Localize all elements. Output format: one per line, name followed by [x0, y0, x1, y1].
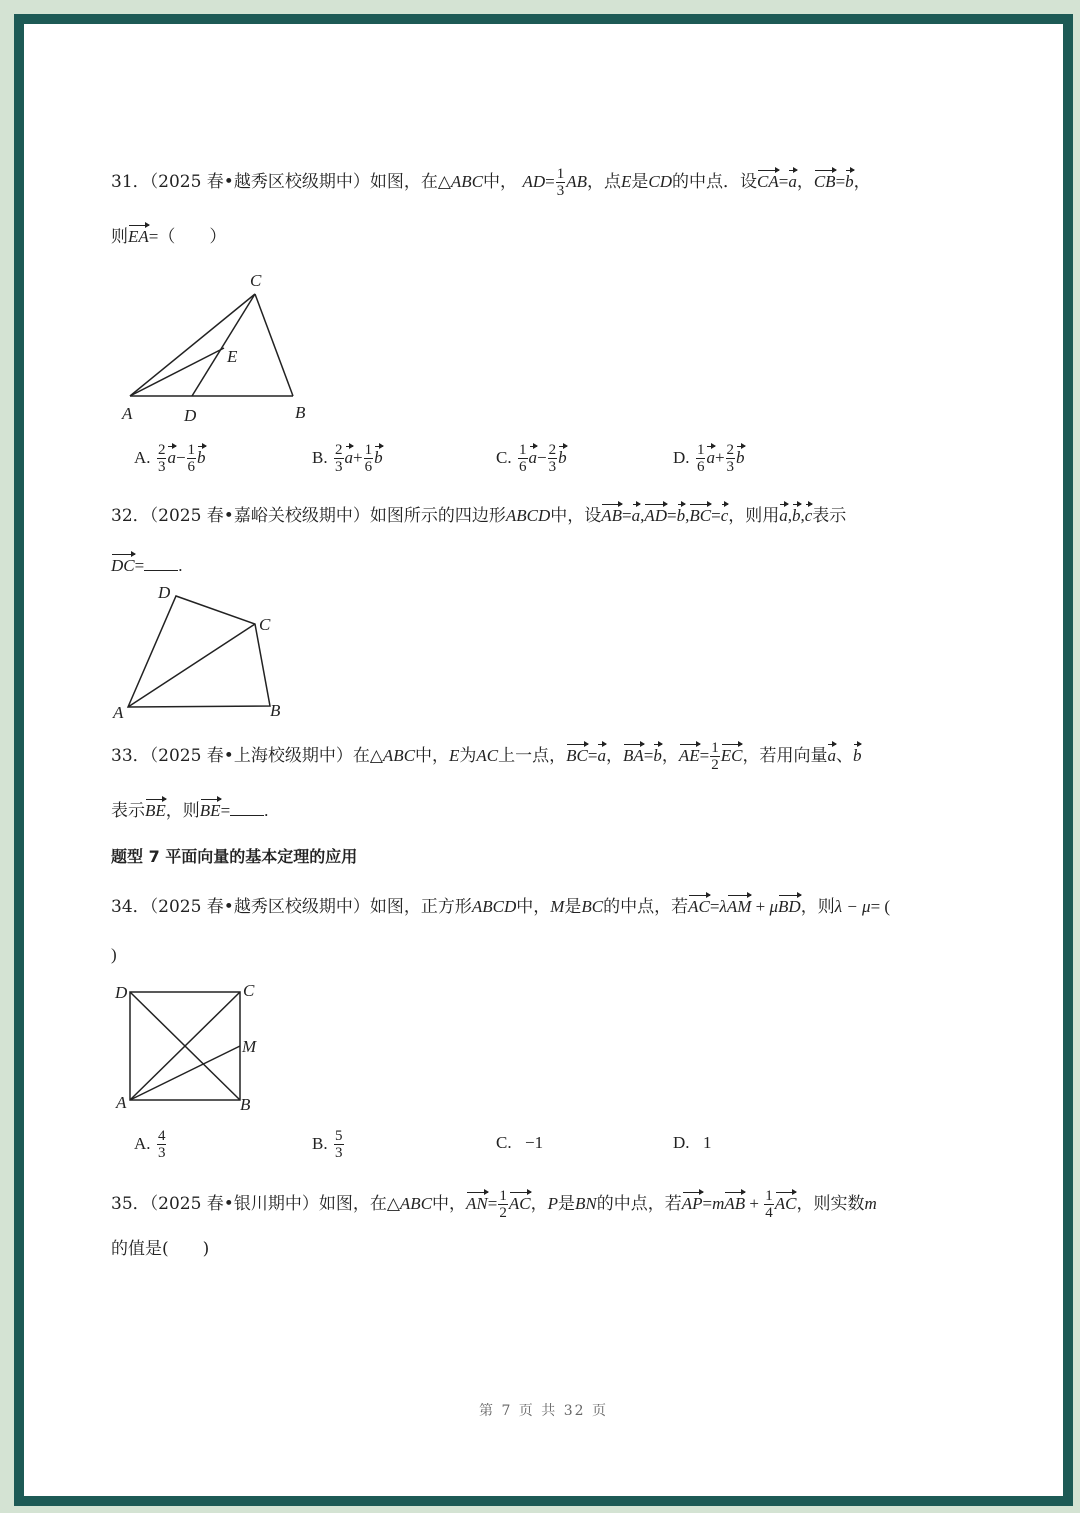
vector-ap: AP: [681, 1194, 703, 1213]
option-label: A.: [134, 448, 151, 467]
label-b: B: [240, 1095, 251, 1114]
q32-text: 中，设: [550, 506, 602, 526]
frac-num: 2: [335, 442, 343, 458]
option-label: B.: [312, 448, 328, 467]
q34-square-figure: [104, 974, 304, 1114]
coef-2: [548, 442, 558, 475]
frac-den: 6: [696, 459, 705, 475]
q33-fraction-one-half: [710, 740, 720, 773]
q33-number: 33．: [111, 746, 150, 766]
line-ac: [130, 294, 255, 396]
label-a: A: [122, 404, 133, 423]
frac-num: 1: [696, 442, 705, 458]
q35-fraction-one-half: [498, 1188, 508, 1221]
q31-cd: CD: [648, 172, 672, 191]
equals: =: [545, 172, 555, 191]
line-cb: [255, 294, 293, 396]
option-value: 1: [702, 1133, 712, 1152]
option-value: −1: [525, 1133, 544, 1152]
label-m: M: [242, 1037, 257, 1056]
answer-blank[interactable]: [230, 801, 264, 816]
q32-text: 表示: [812, 506, 847, 526]
q34-option-a[interactable]: [134, 1128, 167, 1161]
triangle-symbol: △: [369, 746, 383, 765]
q33-text: ，若用向量: [742, 746, 828, 766]
vector-a: a: [528, 448, 537, 467]
q35-text: ，则实数: [796, 1194, 865, 1214]
q34-text: 如图，正方形: [369, 897, 472, 917]
vector-b: b: [653, 746, 662, 765]
coef-1: [334, 442, 344, 475]
vector-b: b: [676, 506, 686, 525]
q31-text: 的中点．设: [672, 172, 757, 192]
vector-ca: CA: [757, 172, 779, 191]
q33-line2: 表示BE，则BE= .: [111, 801, 269, 821]
vector-a: a: [344, 448, 353, 467]
equals: =: [220, 801, 231, 820]
q31-e: E: [620, 172, 632, 191]
q31-text: 则: [111, 227, 128, 247]
q33-text: ，则: [165, 801, 200, 821]
operator: −: [175, 448, 186, 467]
q35-abc: ABC: [399, 1194, 433, 1213]
q31-ab: AB: [566, 172, 587, 191]
frac-num: 1: [556, 166, 565, 182]
option-label: D.: [673, 448, 690, 467]
q31-line2: [111, 226, 226, 248]
q35-m: m: [712, 1194, 725, 1213]
label-d: D: [184, 406, 197, 424]
q31-option-c[interactable]: [496, 442, 567, 475]
triangle-symbol: △: [386, 1194, 400, 1213]
q32-text: 如图所示的四边形: [369, 506, 506, 526]
label-a: A: [113, 703, 124, 722]
option-label: D.: [673, 1133, 690, 1152]
equals: =: [711, 506, 721, 525]
q34-bc: BC: [581, 897, 604, 916]
q35-paren: ( ): [162, 1239, 210, 1259]
page-footer: 第 7 页 共 32 页: [479, 1403, 608, 1419]
q34-option-b[interactable]: [312, 1128, 345, 1161]
q32-source: （2025 春•嘉峪关校级期中）: [149, 506, 370, 526]
page-frame: [14, 14, 1073, 1506]
q35-text: 是: [557, 1194, 575, 1214]
q31-text: 中，: [483, 172, 518, 192]
q33-text: 中，: [415, 746, 450, 766]
q34-text: 的中点，若: [603, 897, 689, 917]
q34-text: 是: [564, 897, 582, 917]
q32-abcd: ABCD: [505, 506, 551, 525]
vector-cb: CB: [813, 172, 836, 191]
q34-option-c[interactable]: [496, 1132, 543, 1154]
q33-text: 在: [352, 746, 370, 766]
q35-line2: [111, 1238, 209, 1260]
equals: =: [587, 746, 598, 765]
lambda: λ: [719, 897, 727, 916]
frac-num: 1: [499, 1188, 507, 1204]
comma: ，: [605, 746, 623, 766]
frac-den: 3: [556, 183, 565, 199]
frac-den: 3: [548, 459, 557, 475]
option-label: C.: [496, 1133, 512, 1152]
q35-text: 如图，在: [318, 1194, 387, 1214]
operator: +: [353, 448, 363, 467]
label-d: D: [115, 983, 128, 1002]
q35-line1: 35．（2025 春•银川期中）如图，在△ABC中，AN= $\frac{1}{2}$ AC，P是BN的中点，若AP=mAB + $\frac{1}{4}$ AC，则实数m: [111, 1188, 877, 1221]
label-c: C: [259, 615, 271, 634]
coef-1: [157, 442, 167, 475]
operator: −: [537, 448, 547, 467]
frac-den: 2: [499, 1205, 507, 1221]
equals: =: [148, 227, 159, 246]
equals: =: [835, 172, 846, 191]
lambda-minus-mu: λ − μ: [834, 897, 871, 916]
q34-text: = (: [870, 897, 891, 916]
vector-ae: AE: [678, 746, 700, 765]
q32-number: 32．: [111, 506, 150, 526]
q35-bn: BN: [574, 1194, 597, 1213]
frac-num: 1: [364, 442, 373, 458]
frac-den: 3: [726, 459, 735, 475]
comma: ，: [661, 746, 679, 766]
equals: =: [699, 746, 710, 765]
answer-blank[interactable]: [144, 556, 178, 571]
vector-a: a: [706, 448, 715, 467]
frac-den: 6: [364, 459, 373, 475]
frac-num: 2: [726, 442, 735, 458]
q31-source: （2025 春•越秀区校级期中）: [149, 172, 370, 192]
vector-c: c: [720, 506, 729, 525]
q32-line1: 32．（2025 春•嘉峪关校级期中）如图所示的四边形ABCD中，设AB=a,AD=b,BC=c，则用a,b,c表示: [111, 506, 847, 526]
vector-a: a: [827, 746, 836, 765]
q32-line2: DC= .: [111, 556, 183, 575]
vector-b: b: [558, 448, 567, 467]
q33-text: 为: [459, 746, 477, 766]
vector-bc: BC: [689, 506, 712, 525]
q31-option-a[interactable]: [134, 442, 206, 475]
q31-option-b[interactable]: [312, 442, 383, 475]
q34-abcd: ABCD: [471, 897, 517, 916]
vector-ab: AB: [724, 1194, 746, 1213]
vector-ea: EA: [128, 227, 149, 246]
vector-bd: BD: [778, 897, 801, 916]
line-ae: [130, 348, 224, 396]
q31-line1: [111, 166, 871, 199]
q35-m: m: [864, 1194, 877, 1213]
q31-number: 31．: [111, 172, 150, 192]
vector-an: AN: [466, 1194, 488, 1213]
operator: +: [714, 448, 725, 467]
q33-text: 表示: [111, 801, 145, 821]
quad-abcd: [128, 596, 270, 707]
vector-a: a: [597, 746, 606, 765]
q33-ac: AC: [476, 746, 499, 765]
frac-den: 3: [157, 459, 166, 475]
q33-e: E: [449, 746, 460, 765]
vector-dc: DC: [111, 556, 135, 575]
equals: =: [487, 1194, 498, 1213]
q34-option-d[interactable]: [673, 1132, 711, 1154]
q35-text: 的值是: [111, 1239, 162, 1259]
vector-c: c: [804, 506, 813, 525]
label-b: B: [295, 403, 306, 422]
close-paren: ): [111, 945, 117, 964]
vector-ad: AD: [644, 506, 668, 525]
equals: =: [622, 506, 632, 525]
vector-am: AM: [726, 897, 752, 916]
q33-source: （2025 春•上海校级期中）: [149, 746, 353, 766]
frac-num: 1: [765, 1188, 773, 1204]
equals: =: [778, 172, 789, 191]
q31-fraction-one-third: [556, 166, 566, 199]
vector-a: a: [631, 506, 641, 525]
frac-den: 3: [157, 1145, 166, 1161]
coef-2: [187, 442, 197, 475]
equals: =: [134, 556, 145, 575]
coef-2: [364, 442, 374, 475]
coef-2: [726, 442, 736, 475]
frac-den: 3: [335, 1145, 343, 1161]
vector-b: b: [792, 506, 801, 525]
vector-a: a: [788, 172, 797, 191]
q34-line2: [111, 944, 117, 966]
q35-fraction-one-quarter: [764, 1188, 774, 1221]
option-label: C.: [496, 448, 512, 467]
frac-num: 2: [157, 442, 166, 458]
frac-num: 5: [335, 1128, 343, 1144]
frac-den: 3: [335, 459, 343, 475]
label-b: B: [270, 701, 281, 720]
q34-source: （2025 春•越秀区校级期中）: [149, 897, 370, 917]
vector-a: a: [167, 448, 176, 467]
vector-ba: BA: [622, 746, 644, 765]
q31-text: 是: [631, 172, 649, 192]
vector-ac: AC: [688, 897, 710, 916]
q33-text: 上一点，: [498, 746, 567, 766]
q33-abc: ABC: [382, 746, 416, 765]
q31-text: ，点: [586, 172, 621, 192]
label-a: A: [116, 1093, 127, 1112]
equals: =: [667, 506, 677, 525]
vector-be: BE: [199, 801, 221, 820]
label-e: E: [227, 347, 238, 366]
line-am: [130, 1046, 240, 1100]
vector-ac: AC: [508, 1194, 531, 1213]
vector-ab: AB: [601, 506, 623, 525]
vector-b: b: [845, 172, 854, 191]
option-fraction: [157, 1128, 167, 1161]
vector-be: BE: [145, 801, 166, 820]
coef-1: [518, 442, 528, 475]
q35-source: （2025 春•银川期中）: [149, 1194, 319, 1214]
q32-text: ，则用: [728, 506, 780, 526]
frac-num: 1: [519, 442, 527, 458]
q35-text: 中，: [432, 1194, 467, 1214]
vector-ec: EC: [720, 746, 743, 765]
vector-b: b: [197, 448, 206, 467]
label-d: D: [158, 583, 171, 602]
q34-m: M: [550, 897, 565, 916]
label-c: C: [243, 981, 255, 1000]
frac-num: 1: [711, 740, 719, 756]
q31-comma: ，: [853, 172, 871, 192]
option-label: B.: [312, 1134, 328, 1153]
vector-b: b: [736, 448, 745, 467]
vector-ac: AC: [774, 1194, 797, 1213]
q31-paren: （ ）: [158, 227, 227, 247]
frac-den: 6: [519, 459, 527, 475]
frac-num: 2: [548, 442, 557, 458]
vector-a: a: [779, 506, 788, 525]
equals: =: [709, 897, 720, 916]
q32-quadrilateral-figure: [104, 582, 324, 722]
q35-number: 35．: [111, 1194, 150, 1214]
q31-text: 如图，在△: [369, 172, 451, 192]
vector-bc: BC: [566, 746, 588, 765]
frac-den: 2: [711, 757, 719, 773]
q34-text: ，则: [800, 897, 835, 917]
option-label: A.: [134, 1134, 151, 1153]
q31-abc: ABC: [450, 172, 484, 191]
section-heading: 题型 7 平面向量的基本定理的应用: [111, 847, 358, 866]
line-dc: [192, 294, 255, 396]
mu: μ: [769, 897, 779, 916]
q33-line1: [111, 740, 861, 773]
equals: =: [643, 746, 654, 765]
q31-option-d[interactable]: [673, 442, 745, 475]
frac-den: 4: [765, 1205, 773, 1221]
q34-number: 34．: [111, 897, 150, 917]
q34-line1: 34．（2025 春•越秀区校级期中）如图，正方形ABCD中，M是BC的中点，若AC=λAM + μBD，则λ − μ= (: [111, 897, 891, 917]
label-c: C: [250, 271, 262, 290]
equals: =: [702, 1194, 713, 1213]
q34-text: 中，: [516, 897, 551, 917]
document-page: [24, 24, 1063, 1496]
frac-den: 6: [187, 459, 196, 475]
q35-text: ，: [530, 1194, 548, 1214]
diagonal-ac: [128, 624, 255, 707]
q31-triangle-figure: [104, 264, 324, 424]
option-fraction: [334, 1128, 344, 1161]
q31-ad: AD: [522, 172, 546, 191]
q33-text: 、: [835, 746, 853, 766]
frac-num: 1: [187, 442, 196, 458]
vector-b: b: [374, 448, 383, 467]
q31-comma: ，: [796, 172, 814, 192]
q35-p: P: [547, 1194, 558, 1213]
q35-text: 的中点，若: [596, 1194, 682, 1214]
vector-b: b: [852, 746, 862, 765]
coef-1: [696, 442, 706, 475]
frac-num: 4: [157, 1128, 166, 1144]
